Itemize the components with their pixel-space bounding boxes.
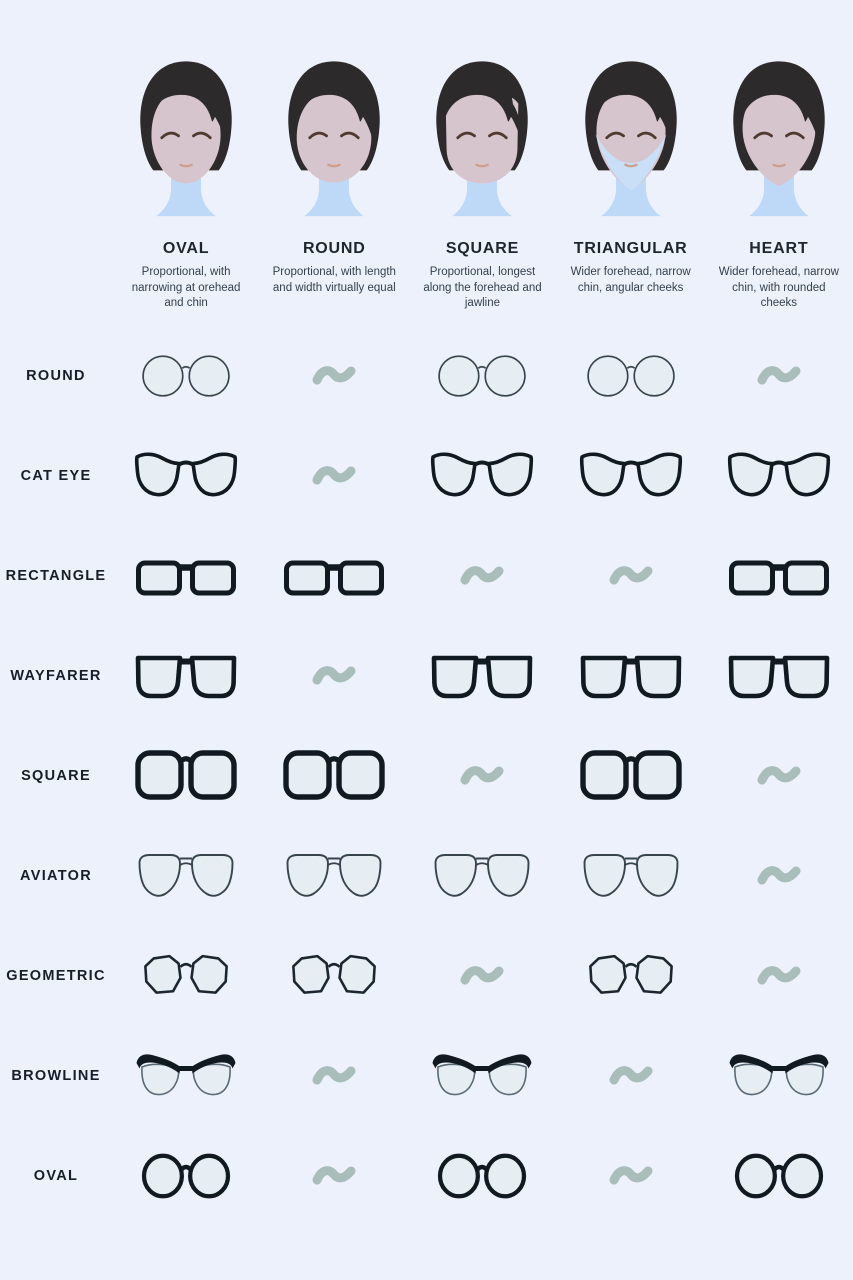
column-description: Wider forehead, narrow chin, with rounded cheeks bbox=[718, 266, 839, 310]
glasses-icon-browline bbox=[430, 1050, 534, 1102]
cell-wayfarer-triangular bbox=[557, 651, 705, 701]
cell-cat-eye-triangular bbox=[557, 450, 705, 502]
glasses-icon-square bbox=[134, 748, 238, 803]
tilde-icon bbox=[311, 1062, 357, 1090]
cell-cat-eye-round bbox=[260, 462, 408, 490]
column-label: SQUARE bbox=[445, 240, 520, 257]
column-header-oval bbox=[112, 52, 260, 312]
cell-geometric-oval bbox=[112, 950, 260, 1002]
row-geometric bbox=[0, 926, 853, 1026]
column-description: Proportional, with narrowing at orehead and chin bbox=[131, 266, 241, 310]
cell-oval-square bbox=[408, 1151, 556, 1201]
cell-rectangle-square bbox=[408, 562, 556, 590]
cell-round-square bbox=[408, 351, 556, 401]
face-oval-illustration bbox=[112, 52, 260, 231]
tilde-icon bbox=[459, 962, 505, 990]
column-description: Proportional, with length and width virtually equal bbox=[272, 266, 396, 294]
cell-round-triangular bbox=[557, 351, 705, 401]
row-label: BROWLINE bbox=[11, 1067, 101, 1084]
row-label: SQUARE bbox=[21, 767, 91, 784]
tilde-icon bbox=[608, 1162, 654, 1190]
tilde-icon bbox=[459, 762, 505, 790]
row-aviator bbox=[0, 826, 853, 926]
cell-oval-heart bbox=[705, 1151, 853, 1201]
glasses-icon-oval bbox=[731, 1151, 827, 1201]
tilde-icon bbox=[756, 362, 802, 390]
cell-browline-heart bbox=[705, 1050, 853, 1102]
cell-geometric-round bbox=[260, 950, 408, 1002]
glasses-icon-geometric bbox=[583, 950, 679, 1002]
cell-cat-eye-heart bbox=[705, 450, 853, 502]
compatibility-matrix bbox=[0, 326, 853, 1226]
face-triangular-illustration bbox=[557, 52, 705, 231]
row-wayfarer bbox=[0, 626, 853, 726]
glasses-icon-rectangle bbox=[282, 552, 386, 600]
row-label: RECTANGLE bbox=[5, 567, 107, 584]
row-square bbox=[0, 726, 853, 826]
glasses-icon-browline bbox=[134, 1050, 238, 1102]
row-rectangle bbox=[0, 526, 853, 626]
cell-browline-square bbox=[408, 1050, 556, 1102]
glasses-icon-geometric bbox=[286, 950, 382, 1002]
tilde-icon bbox=[608, 1062, 654, 1090]
row-label: AVIATOR bbox=[20, 867, 92, 884]
cell-aviator-heart bbox=[705, 862, 853, 890]
column-description: Wider forehead, narrow chin, angular cheeks bbox=[570, 266, 691, 294]
cell-browline-triangular bbox=[557, 1062, 705, 1090]
column-header-triangular bbox=[557, 52, 705, 312]
cell-rectangle-oval bbox=[112, 552, 260, 600]
cell-square-oval bbox=[112, 748, 260, 803]
row-label: ROUND bbox=[26, 367, 86, 384]
face-shapes-header bbox=[0, 0, 853, 312]
tilde-icon bbox=[756, 862, 802, 890]
glasses-icon-aviator bbox=[134, 850, 238, 902]
glasses-icon-oval bbox=[138, 1151, 234, 1201]
cell-browline-oval bbox=[112, 1050, 260, 1102]
face-heart-illustration bbox=[705, 52, 853, 231]
tilde-icon bbox=[608, 562, 654, 590]
cell-round-round bbox=[260, 362, 408, 390]
face-round-illustration bbox=[260, 52, 408, 231]
glasses-icon-square bbox=[282, 748, 386, 803]
glasses-icon-wayfarer bbox=[430, 651, 534, 701]
glasses-icon-browline bbox=[727, 1050, 831, 1102]
face-square-illustration bbox=[408, 52, 556, 231]
glasses-icon-wayfarer bbox=[134, 651, 238, 701]
column-label: OVAL bbox=[162, 240, 210, 257]
cell-cat-eye-square bbox=[408, 450, 556, 502]
cell-wayfarer-oval bbox=[112, 651, 260, 701]
column-label: HEART bbox=[749, 240, 809, 257]
glasses-icon-oval bbox=[434, 1151, 530, 1201]
tilde-icon bbox=[311, 362, 357, 390]
cell-geometric-square bbox=[408, 962, 556, 990]
glasses-icon-round bbox=[138, 351, 234, 401]
glasses-icon-round bbox=[434, 351, 530, 401]
row-browline bbox=[0, 1026, 853, 1126]
cell-geometric-triangular bbox=[557, 950, 705, 1002]
cell-rectangle-heart bbox=[705, 552, 853, 600]
glasses-icon-cat-eye bbox=[430, 450, 534, 502]
cell-round-oval bbox=[112, 351, 260, 401]
cell-square-triangular bbox=[557, 748, 705, 803]
row-label: WAYFARER bbox=[10, 667, 102, 684]
header-corner-spacer bbox=[0, 52, 112, 312]
cell-aviator-square bbox=[408, 850, 556, 902]
cell-wayfarer-round bbox=[260, 662, 408, 690]
glasses-icon-rectangle bbox=[727, 552, 831, 600]
cell-oval-round bbox=[260, 1162, 408, 1190]
tilde-icon bbox=[311, 1162, 357, 1190]
glasses-icon-cat-eye bbox=[134, 450, 238, 502]
cell-square-round bbox=[260, 748, 408, 803]
glasses-icon-rectangle bbox=[134, 552, 238, 600]
cell-square-heart bbox=[705, 762, 853, 790]
cell-wayfarer-heart bbox=[705, 651, 853, 701]
glasses-icon-wayfarer bbox=[727, 651, 831, 701]
column-header-square bbox=[408, 52, 556, 312]
glasses-icon-aviator bbox=[282, 850, 386, 902]
cell-square-square bbox=[408, 762, 556, 790]
cell-wayfarer-square bbox=[408, 651, 556, 701]
column-label: ROUND bbox=[302, 240, 366, 257]
tilde-icon bbox=[311, 662, 357, 690]
cell-oval-triangular bbox=[557, 1162, 705, 1190]
cell-aviator-round bbox=[260, 850, 408, 902]
glasses-icon-round bbox=[583, 351, 679, 401]
glasses-icon-cat-eye bbox=[579, 450, 683, 502]
row-cat-eye bbox=[0, 426, 853, 526]
cell-round-heart bbox=[705, 362, 853, 390]
column-description: Proportional, longest along the forehead and jawline bbox=[423, 266, 542, 310]
tilde-icon bbox=[459, 562, 505, 590]
tilde-icon bbox=[756, 962, 802, 990]
row-label: GEOMETRIC bbox=[6, 967, 106, 984]
glasses-icon-geometric bbox=[138, 950, 234, 1002]
tilde-icon bbox=[756, 762, 802, 790]
cell-rectangle-triangular bbox=[557, 562, 705, 590]
cell-aviator-oval bbox=[112, 850, 260, 902]
row-label: CAT EYE bbox=[20, 467, 92, 484]
column-label: TRIANGULAR bbox=[573, 240, 688, 257]
cell-browline-round bbox=[260, 1062, 408, 1090]
glasses-icon-wayfarer bbox=[579, 651, 683, 701]
glasses-icon-square bbox=[579, 748, 683, 803]
column-header-round bbox=[260, 52, 408, 312]
row-label: OVAL bbox=[33, 1167, 79, 1184]
tilde-icon bbox=[311, 462, 357, 490]
row-round bbox=[0, 326, 853, 426]
cell-geometric-heart bbox=[705, 962, 853, 990]
cell-oval-oval bbox=[112, 1151, 260, 1201]
glasses-icon-cat-eye bbox=[727, 450, 831, 502]
cell-aviator-triangular bbox=[557, 850, 705, 902]
glasses-icon-aviator bbox=[430, 850, 534, 902]
cell-rectangle-round bbox=[260, 552, 408, 600]
glasses-icon-aviator bbox=[579, 850, 683, 902]
column-header-heart bbox=[705, 52, 853, 312]
row-oval bbox=[0, 1126, 853, 1226]
cell-cat-eye-oval bbox=[112, 450, 260, 502]
